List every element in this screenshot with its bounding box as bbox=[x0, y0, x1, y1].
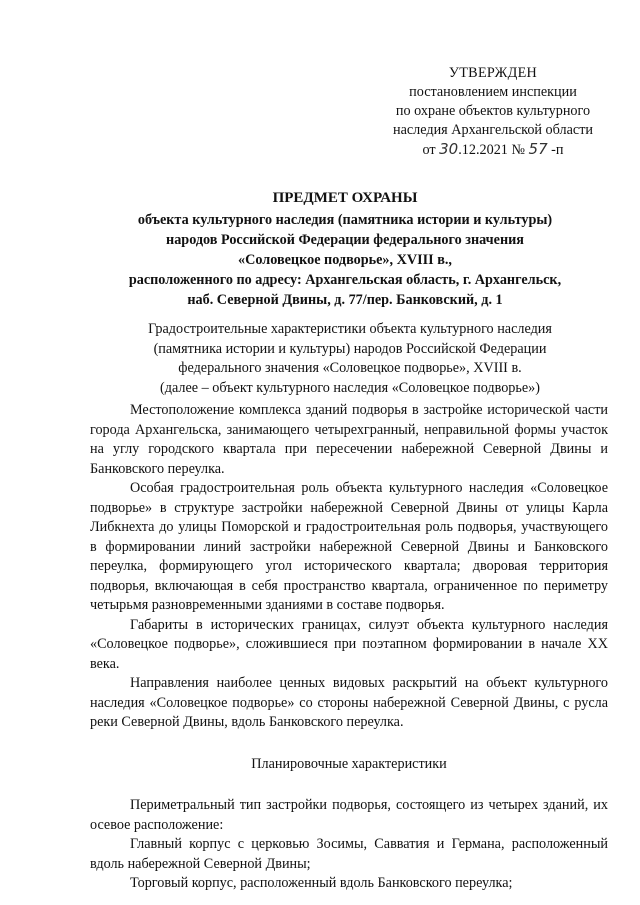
approval-title: УТВЕРЖДЕН bbox=[448, 65, 538, 81]
subheading-line: Градостроительные характеристики объекта культурного наследия bbox=[148, 321, 552, 337]
document-body bbox=[90, 401, 608, 894]
subheading-line: (памятника истории и культуры) народов Российской Федерации bbox=[153, 340, 547, 357]
paragraph: Торговый корпус, расположенный вдоль Банковского переулка; bbox=[130, 875, 513, 891]
date-rest: .12.2021 № bbox=[458, 142, 525, 158]
paragraph: Направления наиболее ценных видовых раскрытий на объект культурного наследия «Соловецкое подворье» со стороны набережной Северной Двины, с русла реки Северной Двины, вдоль Банковского переулка. bbox=[90, 675, 608, 730]
document-number-handwritten: 57 bbox=[528, 140, 548, 158]
heading-line: народов Российской Федерации федерального значения bbox=[166, 232, 524, 248]
paragraph: Особая градостроительная роль объекта культурного наследия «Соловецкое подворье» в структуре застройки набережной Северной Двины от улицы Карла Либкнехта до улицы Поморской и градостроительная роль подворья, участвующего в формировании линий застройки набережной Северной Двины и Банковского переулка, формирующего угол исторического квартала; дворовая территория подворья, включающая в себя пространство квартала, ограниченное по периметру четырьмя разновременными зданиями в составе подворья. bbox=[90, 480, 608, 613]
heading-title: ПРЕДМЕТ ОХРАНЫ bbox=[272, 190, 418, 206]
approval-date-line bbox=[368, 140, 618, 160]
paragraph: Периметральный тип застройки подворья, состоящего из четырех зданий, их осевое расположение: bbox=[90, 797, 608, 833]
subheading-line: (далее – объект культурного наследия «Соловецкое подворье») bbox=[160, 379, 540, 396]
paragraph: Габариты в исторических границах, силуэт объекта культурного наследия «Соловецкое подворье», сложившиеся при поэтапном формировании в начале XX века. bbox=[90, 616, 608, 672]
approval-block bbox=[368, 64, 618, 160]
section-title: Планировочные характеристики bbox=[251, 755, 447, 772]
subheading-line: федерального значения «Соловецкое подворье», XVIII в. bbox=[178, 360, 522, 376]
paragraph: Местоположение комплекса зданий подворья в застройке исторической части города Архангельска, занимающего четырехгранный, неправильной формы участок на углу городского квартала при пересечении набережной Северной Двины и Банковского переулка. bbox=[90, 402, 608, 477]
date-day-handwritten: 30 bbox=[439, 140, 459, 158]
heading-line: наб. Северной Двины, д. 77/пер. Банковский, д. 1 bbox=[187, 292, 503, 308]
heading-line: «Соловецкое подворье», XVIII в., bbox=[238, 252, 452, 268]
approval-line: по охране объектов культурного bbox=[395, 103, 591, 119]
number-suffix: -п bbox=[551, 142, 564, 158]
section-subheading bbox=[100, 320, 600, 398]
heading-line: расположенного по адресу: Архангельская область, г. Архангельск, bbox=[128, 272, 562, 288]
approval-line: постановлением инспекции bbox=[409, 84, 577, 100]
heading-line: объекта культурного наследия (памятника истории и культуры) bbox=[137, 212, 553, 228]
paragraph: Главный корпус с церковью Зосимы, Савватия и Германа, расположенный вдоль набережной Северной Двины; bbox=[90, 836, 608, 872]
document-heading bbox=[90, 188, 600, 310]
approval-line: наследия Архангельской области bbox=[392, 122, 593, 138]
date-prefix: от bbox=[422, 142, 436, 158]
